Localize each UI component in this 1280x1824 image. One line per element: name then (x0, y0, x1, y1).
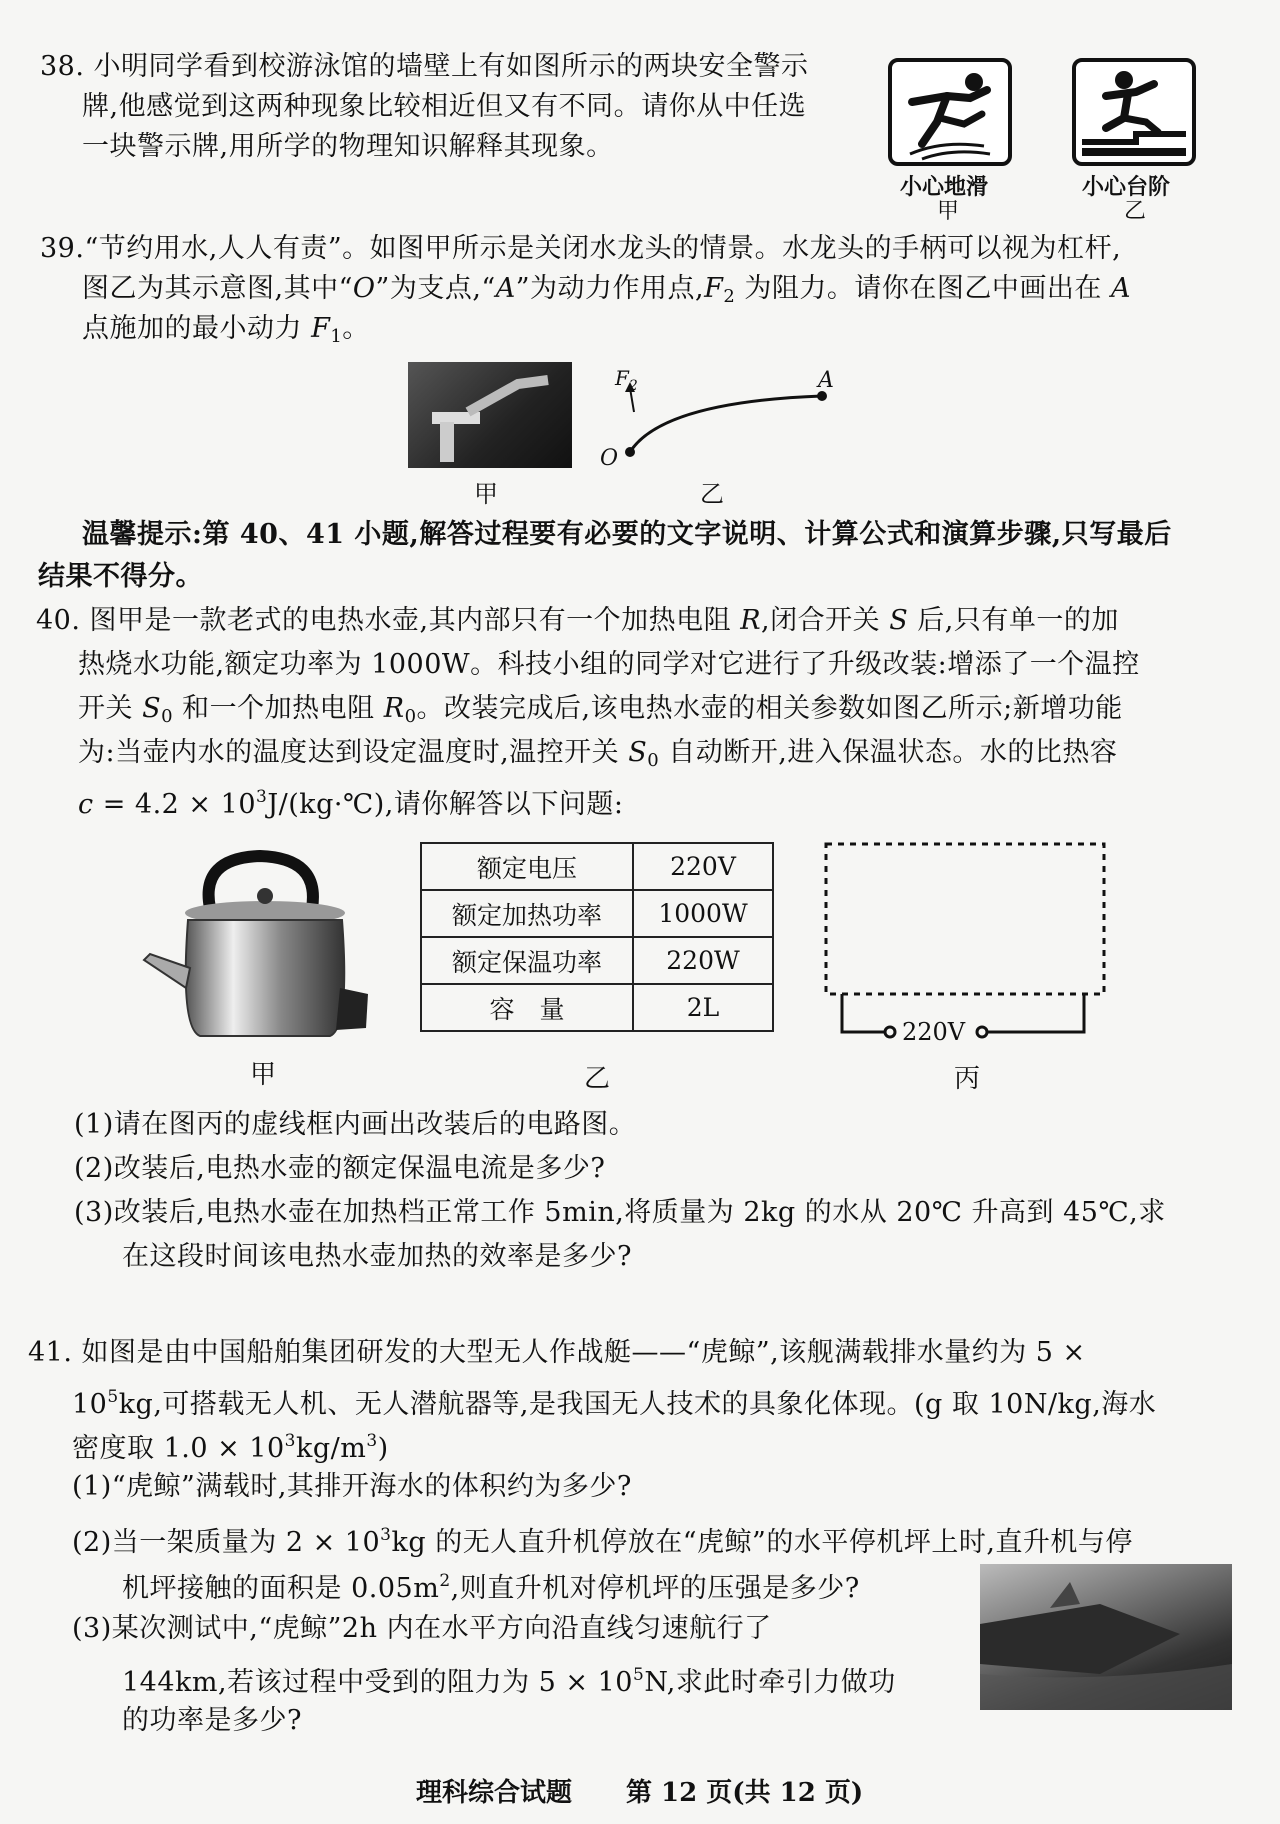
q41-line-1: 41. 如图是由中国船舶集团研发的大型无人作战艇——“虎鲸”,该舰满载排水量约为 5 × (28, 1337, 1086, 1368)
point-o-label: O (600, 446, 619, 471)
q40-line-3: 开关 $S_0$ 和一个加热电阻 $R_0$。改装完成后,该电热水壶的相关参数如图乙所示;新增功能 (78, 693, 1123, 727)
footer-title: 理科综合试题 (416, 1778, 573, 1808)
q38-line-3: 一块警示牌,用所学的物理知识解释其现象。 (82, 131, 614, 162)
unmanned-boat-photo (980, 1564, 1232, 1710)
fig-39-caption-a: 甲 (474, 480, 498, 508)
sign-a-tag: 甲 (937, 199, 960, 224)
q39-line-1: 39.“节约用水,人人有责”。如图甲所示是关闭水龙头的情景。水龙头的手柄可以视为杠杆, (40, 233, 1122, 264)
q41-sub-1: (1)“虎鲸”满载时,其排开海水的体积约为多少? (72, 1471, 632, 1502)
tip-line-2: 结果不得分。 (38, 561, 203, 592)
q40-sub-2: (2)改装后,电热水壶的额定保温电流是多少? (74, 1153, 606, 1184)
q40-sub-3-line-1: (3)改装后,电热水壶在加热档正常工作 5min,将质量为 2kg 的水从 20℃ 升高到 45℃,求 (74, 1197, 1166, 1228)
point-a-label: A (818, 368, 834, 393)
table-row: 额定加热功率 1000W (421, 890, 773, 937)
q41-sub-3-line-2: 144km,若该过程中受到的阻力为 $5 \times 10^5N$,求此时牵引力做功 (122, 1665, 896, 1698)
steps-sign (1072, 58, 1196, 166)
table-row: 额定保温功率 220W (421, 937, 773, 984)
table-row: 额定电压 220V (421, 843, 773, 890)
q41-sub-2-line-1: (2)当一架质量为 $2 \times 10^3kg$ 的无人直升机停放在“虎鲸”的水平停机坪上时,直升机与停 (72, 1525, 1133, 1558)
q41-sub-3-line-3: 的功率是多少? (122, 1705, 302, 1736)
q38-line-1: 38. 小明同学看到校游泳馆的墙壁上有如图所示的两块安全警示 (40, 51, 809, 82)
tip-line-1: 温馨提示:第 40、41 小题,解答过程要有必要的文字说明、计算公式和演算步骤,只写最后 (82, 519, 1172, 550)
sign-a-label: 小心地滑 (900, 174, 989, 200)
q41-sub-3-line-1: (3)某次测试中,“虎鲸”2h 内在水平方向沿直线匀速航行了 (72, 1613, 772, 1644)
q40-sub-3-line-2: 在这段时间该电热水壶加热的效率是多少? (122, 1241, 632, 1272)
fig-40-caption-a: 甲 (250, 1060, 277, 1090)
q41-line-2: $10^5kg$,可搭载无人机、无人潜航器等,是我国无人技术的具象化体现。(g 取 10N/kg,海水 (72, 1387, 1157, 1420)
faucet-photo (408, 362, 572, 468)
circuit-dashed-box (822, 840, 1112, 1050)
kettle-params-table (420, 842, 774, 1032)
q40-line-1: 40. 图甲是一款老式的电热水壶,其内部只有一个加热电阻 R,闭合开关 S 后,只有单一的加 (36, 605, 1119, 636)
slippery-floor-sign (888, 58, 1012, 166)
faucet-hand-image (408, 362, 572, 468)
q40-line-2: 热烧水功能,额定功率为 1000W。科技小组的同学对它进行了升级改装:增添了一个温控 (78, 649, 1140, 680)
q40-line-4: 为:当壶内水的温度达到设定温度时,温控开关 $S_0$ 自动断开,进入保温状态。水的比热容 (78, 737, 1118, 771)
q40-sub-1: (1)请在图丙的虚线框内画出改装后的电路图。 (74, 1109, 637, 1140)
fig-40-caption-b: 乙 (584, 1064, 611, 1094)
force-f2-label: $F_2$ (615, 366, 638, 394)
q39-line-2: 图乙为其示意图,其中“O”为支点,“A”为动力作用点$,F_2$ 为阻力。请你在图乙中画出在 A (82, 273, 1131, 307)
fig-40-caption-c: 丙 (954, 1064, 981, 1094)
q39-line-3: 点施加的最小动力 $F_1$。 (82, 313, 370, 347)
q40-line-5: $c = 4.2 \times 10^3J/(kg\cdot℃)$,请你解答以下问题: (78, 787, 624, 820)
sign-b-tag: 乙 (1124, 199, 1147, 224)
q41-line-3: 密度取 $1.0 \times 10^3kg/m^3$) (72, 1431, 389, 1464)
sign-b-label: 小心台阶 (1082, 174, 1171, 200)
slipping-person-icon (892, 62, 1008, 162)
tripping-person-icon (1076, 62, 1192, 162)
q41-sub-2-line-2: 机坪接触的面积是 $0.05m^2$,则直升机对停机坪的压强是多少? (122, 1571, 860, 1604)
table-row: 容 量 2L (421, 984, 773, 1031)
kettle-image (140, 848, 380, 1048)
voltage-label: 220V (902, 1018, 966, 1046)
footer-page-number: 第 12 页(共 12 页) (626, 1778, 864, 1808)
fig-39-caption-b: 乙 (700, 480, 724, 508)
q38-line-2: 牌,他感觉到这两种现象比较相近但又有不同。请你从中任选 (82, 91, 807, 122)
boat-image (980, 1564, 1232, 1710)
